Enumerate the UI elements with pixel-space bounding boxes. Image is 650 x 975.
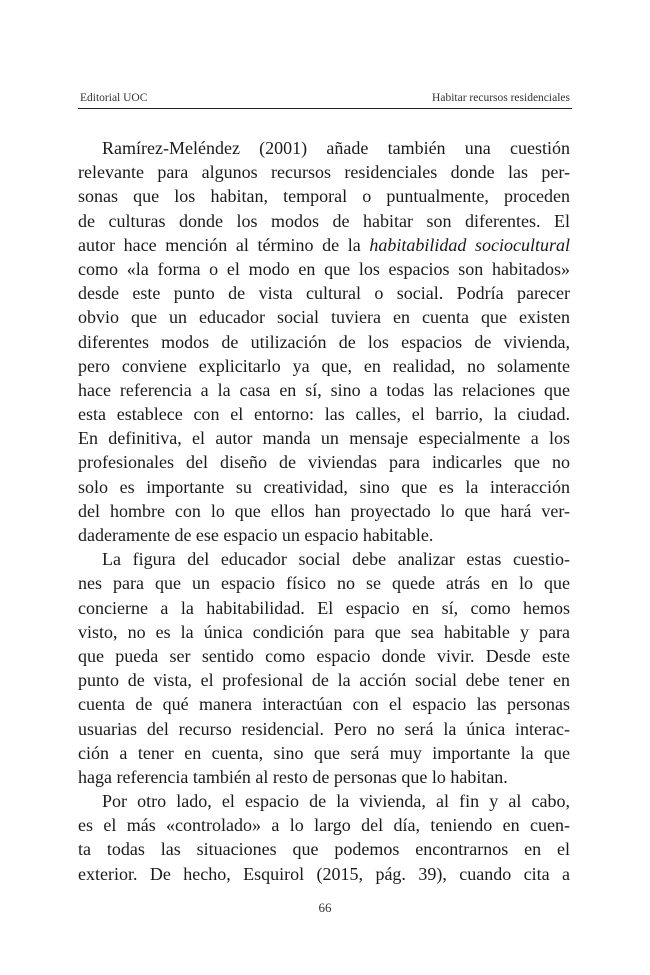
text-line: hace referencia a la casa en sí, sino a todas las relaciones que <box>78 379 570 400</box>
text-line: profesionales del diseño de viviendas para indicarles que no <box>78 452 570 473</box>
italic-term: habitabilidad sociocultural <box>369 234 570 255</box>
text-line: obvio que un educador social tuviera en cuenta que existen <box>78 307 570 328</box>
text-line: haga referencia también al resto de personas que lo habitan. <box>78 766 508 787</box>
text-line: usuarias del recurso residencial. Pero no será la única interac- <box>78 718 570 739</box>
text-line: daderamente de ese espacio un espacio habitable. <box>78 525 434 545</box>
text-line: diferentes modos de utilización de los espacios de vivienda, <box>78 331 570 352</box>
text-line: sonas que los habitan, temporal o puntualmente, proceden <box>78 186 570 207</box>
text-line: como «la forma o el modo en que los espacios son habitados» <box>78 258 570 279</box>
text-line <box>78 233 570 257</box>
text-line: solo es importante su creatividad, sino que es la interacción <box>78 476 570 497</box>
text-segment: autor hace mención al término de la <box>78 234 370 255</box>
text-line: del hombre con lo que ellos han proyectado lo que hará ver- <box>78 500 570 521</box>
text-line: visto, no es la única condición para que sea habitable y para <box>78 621 570 642</box>
text-line: cuenta de qué manera interactúan con el espacio las personas <box>78 694 570 715</box>
text-line: es el más «controlado» a lo largo del día, teniendo en cuen- <box>78 815 570 836</box>
text-line: ción a tener en cuenta, sino que será muy importante la que <box>78 742 570 763</box>
text-line: Por otro lado, el espacio de la vivienda, al fin y al cabo, <box>102 791 570 812</box>
header-publisher: Editorial UOC <box>80 92 148 104</box>
text-line: esta establece con el entorno: las calles, el barrio, la ciudad. <box>78 404 570 425</box>
text-line: concierne a la habitabilidad. El espacio en sí, como hemos <box>78 597 570 618</box>
text-line: En definitiva, el autor manda un mensaje especialmente a los <box>78 428 570 449</box>
body-text <box>78 136 570 886</box>
text-line: que pueda ser sentido como espacio donde vivir. Desde este <box>78 645 570 666</box>
text-line: pero conviene explicitarlo ya que, en realidad, no solamente <box>78 355 570 376</box>
text-line: exterior. De hecho, Esquirol (2015, pág. 39), cuando cita a <box>78 863 570 884</box>
text-line: ta todas las situaciones que podemos encontrarnos en el <box>78 839 570 860</box>
text-line: La figura del educador social debe analizar estas cuestio- <box>102 549 570 570</box>
running-header <box>78 92 572 109</box>
text-line: punto de vista, el profesional de la acción social debe tener en <box>78 670 570 691</box>
text-line: Ramírez-Meléndez (2001) añade también una cuestión <box>102 138 570 158</box>
text-line: nes para que un espacio físico no se quede atrás en lo que <box>78 573 570 594</box>
page-number: 66 <box>318 900 332 915</box>
text-line: de culturas donde los modos de habitar son diferentes. El <box>78 210 570 231</box>
text-line: relevante para algunos recursos residenciales donde las per- <box>78 162 570 183</box>
header-chapter-title: Habitar recursos residenciales <box>432 92 570 104</box>
text-line: desde este punto de vista cultural o social. Podría parecer <box>78 283 570 304</box>
